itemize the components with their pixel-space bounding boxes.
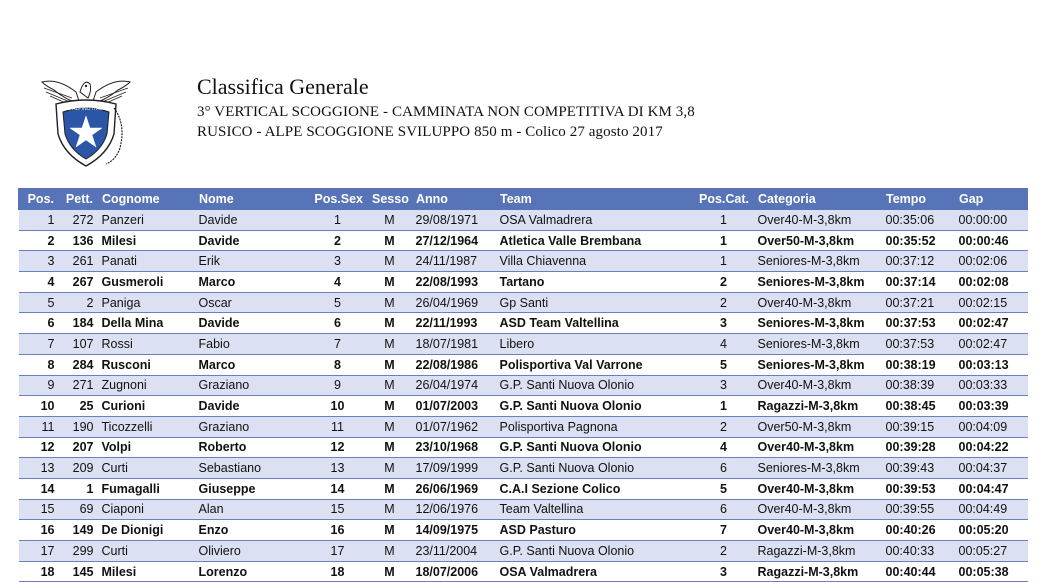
- col-header-pos: Pos.: [19, 189, 59, 210]
- cell-categoria: Ragazzi-M-3,8km: [754, 561, 882, 582]
- cell-pos-sex: 6: [308, 313, 368, 334]
- cell-categoria: Seniores-M-3,8km: [754, 251, 882, 272]
- cell-pett: 2: [59, 292, 98, 313]
- table-row: [19, 520, 1028, 541]
- title-block: [197, 74, 695, 142]
- cell-team: Atletica Valle Brembana: [496, 230, 694, 251]
- cell-gap: 00:00:00: [955, 210, 1028, 231]
- col-header-gap: Gap: [955, 189, 1028, 210]
- cell-pos-cat: 6: [694, 458, 754, 479]
- cell-pos-sex: 9: [308, 375, 368, 396]
- cell-pos-sex: 5: [308, 292, 368, 313]
- cell-pos: 12: [19, 437, 59, 458]
- cell-team: Villa Chiavenna: [496, 251, 694, 272]
- cell-pett: 271: [59, 375, 98, 396]
- cell-sesso: M: [368, 416, 412, 437]
- col-header-cognome: Cognome: [98, 189, 195, 210]
- cell-pos-cat: 3: [694, 313, 754, 334]
- cell-pos: 16: [19, 520, 59, 541]
- cell-pos-sex: 16: [308, 520, 368, 541]
- cell-pos-sex: 1: [308, 210, 368, 231]
- cell-categoria: Ragazzi-M-3,8km: [754, 396, 882, 417]
- cell-tempo: 00:37:14: [882, 272, 955, 293]
- cell-nome: Marco: [195, 354, 308, 375]
- cell-nome: Davide: [195, 230, 308, 251]
- cell-sesso: M: [368, 313, 412, 334]
- cell-tempo: 00:37:53: [882, 313, 955, 334]
- cell-team: ASD Pasturo: [496, 520, 694, 541]
- cell-nome: Erik: [195, 251, 308, 272]
- cell-categoria: Seniores-M-3,8km: [754, 354, 882, 375]
- cell-cognome: Gusmeroli: [98, 272, 195, 293]
- table-row: [19, 272, 1028, 293]
- table-row: [19, 292, 1028, 313]
- cell-nome: Davide: [195, 313, 308, 334]
- cell-categoria: Ragazzi-M-3,8km: [754, 541, 882, 562]
- cell-cognome: Rusconi: [98, 354, 195, 375]
- cell-pos-cat: 4: [694, 334, 754, 355]
- cell-nome: Giuseppe: [195, 478, 308, 499]
- cell-anno: 01/07/1962: [412, 416, 496, 437]
- table-row: [19, 313, 1028, 334]
- cell-anno: 27/12/1964: [412, 230, 496, 251]
- cell-cognome: Milesi: [98, 230, 195, 251]
- cell-pos-cat: 2: [694, 292, 754, 313]
- cell-nome: Davide: [195, 210, 308, 231]
- cell-team: OSA Valmadrera: [496, 210, 694, 231]
- logo-text: CLUB ALPINO ITALIANO: [57, 106, 115, 112]
- cell-categoria: Over40-M-3,8km: [754, 210, 882, 231]
- cell-nome: Marco: [195, 272, 308, 293]
- cell-cognome: Fumagalli: [98, 478, 195, 499]
- cell-tempo: 00:38:39: [882, 375, 955, 396]
- cell-pos: 3: [19, 251, 59, 272]
- col-header-anno: Anno: [412, 189, 496, 210]
- cell-pos: 11: [19, 416, 59, 437]
- cell-pos: 7: [19, 334, 59, 355]
- cell-anno: 29/08/1971: [412, 210, 496, 231]
- cell-cognome: Paniga: [98, 292, 195, 313]
- table-row: [19, 396, 1028, 417]
- cell-pett: 299: [59, 541, 98, 562]
- cell-team: Libero: [496, 334, 694, 355]
- cell-gap: 00:03:13: [955, 354, 1028, 375]
- cell-pos-sex: 17: [308, 541, 368, 562]
- cell-pett: 207: [59, 437, 98, 458]
- cell-nome: Lorenzo: [195, 561, 308, 582]
- cell-pos: 15: [19, 499, 59, 520]
- cell-anno: 22/08/1993: [412, 272, 496, 293]
- cell-pos-cat: 1: [694, 396, 754, 417]
- cell-tempo: 00:40:33: [882, 541, 955, 562]
- cell-team: OSA Valmadrera: [496, 561, 694, 582]
- cell-pos-cat: 5: [694, 354, 754, 375]
- document-title: Classifica Generale: [197, 74, 369, 99]
- cell-team: Polisportiva Pagnona: [496, 416, 694, 437]
- cell-pett: 261: [59, 251, 98, 272]
- cell-gap: 00:02:47: [955, 313, 1028, 334]
- cell-sesso: M: [368, 458, 412, 479]
- cell-gap: 00:05:20: [955, 520, 1028, 541]
- cell-pos: 5: [19, 292, 59, 313]
- cell-pett: 190: [59, 416, 98, 437]
- cell-cognome: Curti: [98, 458, 195, 479]
- cell-pos-cat: 1: [694, 251, 754, 272]
- cell-gap: 00:02:15: [955, 292, 1028, 313]
- table-row: [19, 458, 1028, 479]
- cell-tempo: 00:37:12: [882, 251, 955, 272]
- cell-tempo: 00:37:21: [882, 292, 955, 313]
- cell-anno: 24/11/1987: [412, 251, 496, 272]
- cell-pett: 267: [59, 272, 98, 293]
- cell-pos-sex: 14: [308, 478, 368, 499]
- cell-gap: 00:04:47: [955, 478, 1028, 499]
- cell-pos: 17: [19, 541, 59, 562]
- cell-sesso: M: [368, 375, 412, 396]
- event-details: RUSICO - ALPE SCOGGIONE SVILUPPO 850 m - Colico 27 agosto 2017: [197, 124, 663, 140]
- cell-nome: Alan: [195, 499, 308, 520]
- cell-pos-cat: 7: [694, 520, 754, 541]
- cell-cognome: Della Mina: [98, 313, 195, 334]
- cell-gap: 00:04:37: [955, 458, 1028, 479]
- cell-categoria: Seniores-M-3,8km: [754, 458, 882, 479]
- cell-nome: Roberto: [195, 437, 308, 458]
- cell-sesso: M: [368, 292, 412, 313]
- cell-tempo: 00:39:28: [882, 437, 955, 458]
- table-row: [19, 251, 1028, 272]
- cell-sesso: M: [368, 478, 412, 499]
- cell-pos: 4: [19, 272, 59, 293]
- cell-categoria: Seniores-M-3,8km: [754, 334, 882, 355]
- cell-tempo: 00:38:45: [882, 396, 955, 417]
- cell-tempo: 00:37:53: [882, 334, 955, 355]
- cell-anno: 26/06/1969: [412, 478, 496, 499]
- cell-nome: Oliviero: [195, 541, 308, 562]
- table-row: [19, 437, 1028, 458]
- cell-pett: 209: [59, 458, 98, 479]
- cell-pos: 2: [19, 230, 59, 251]
- cell-pos: 6: [19, 313, 59, 334]
- cell-anno: 23/11/2004: [412, 541, 496, 562]
- cell-pett: 107: [59, 334, 98, 355]
- table-header-row: [19, 189, 1028, 210]
- cell-pos-sex: 11: [308, 416, 368, 437]
- cell-tempo: 00:39:43: [882, 458, 955, 479]
- cell-cognome: Curioni: [98, 396, 195, 417]
- cell-gap: 00:04:09: [955, 416, 1028, 437]
- cell-anno: 18/07/1981: [412, 334, 496, 355]
- table-row: [19, 499, 1028, 520]
- cell-pos: 1: [19, 210, 59, 231]
- cell-categoria: Over40-M-3,8km: [754, 478, 882, 499]
- cell-pos-cat: 3: [694, 561, 754, 582]
- cai-logo: [36, 74, 136, 170]
- cell-pos-cat: 4: [694, 437, 754, 458]
- cell-team: Polisportiva Val Varrone: [496, 354, 694, 375]
- cell-tempo: 00:38:19: [882, 354, 955, 375]
- table-row: [19, 561, 1028, 582]
- cell-pos-sex: 13: [308, 458, 368, 479]
- col-header-categoria: Categoria: [754, 189, 882, 210]
- cell-nome: Fabio: [195, 334, 308, 355]
- cell-pos-cat: 2: [694, 272, 754, 293]
- cell-pos-cat: 2: [694, 541, 754, 562]
- cell-sesso: M: [368, 272, 412, 293]
- cell-pett: 25: [59, 396, 98, 417]
- cell-categoria: Over50-M-3,8km: [754, 230, 882, 251]
- col-header-pos-sex: Pos.Sex: [308, 189, 368, 210]
- col-header-sesso: Sesso: [368, 189, 412, 210]
- cell-cognome: Curti: [98, 541, 195, 562]
- cell-categoria: Over40-M-3,8km: [754, 292, 882, 313]
- cell-anno: 22/11/1993: [412, 313, 496, 334]
- cell-pos-sex: 7: [308, 334, 368, 355]
- cell-anno: 12/06/1976: [412, 499, 496, 520]
- cell-team: ASD Team Valtellina: [496, 313, 694, 334]
- cell-categoria: Seniores-M-3,8km: [754, 272, 882, 293]
- cell-cognome: Ciaponi: [98, 499, 195, 520]
- cell-sesso: M: [368, 230, 412, 251]
- cell-pett: 69: [59, 499, 98, 520]
- cell-categoria: Over40-M-3,8km: [754, 499, 882, 520]
- cell-sesso: M: [368, 499, 412, 520]
- cell-anno: 26/04/1969: [412, 292, 496, 313]
- cell-gap: 00:05:27: [955, 541, 1028, 562]
- cell-anno: 01/07/2003: [412, 396, 496, 417]
- table-row: [19, 334, 1028, 355]
- cell-team: G.P. Santi Nuova Olonio: [496, 458, 694, 479]
- cell-categoria: Seniores-M-3,8km: [754, 313, 882, 334]
- cell-tempo: 00:35:52: [882, 230, 955, 251]
- cell-sesso: M: [368, 561, 412, 582]
- cell-pos-cat: 3: [694, 375, 754, 396]
- cell-pett: 145: [59, 561, 98, 582]
- cell-gap: 00:05:38: [955, 561, 1028, 582]
- cell-sesso: M: [368, 396, 412, 417]
- table-row: [19, 478, 1028, 499]
- cell-categoria: Over50-M-3,8km: [754, 416, 882, 437]
- cell-gap: 00:00:46: [955, 230, 1028, 251]
- cell-pos-sex: 15: [308, 499, 368, 520]
- cell-nome: Enzo: [195, 520, 308, 541]
- cell-sesso: M: [368, 334, 412, 355]
- cell-gap: 00:02:08: [955, 272, 1028, 293]
- cell-pos: 8: [19, 354, 59, 375]
- cell-gap: 00:04:22: [955, 437, 1028, 458]
- cell-pos-sex: 4: [308, 272, 368, 293]
- cell-nome: Graziano: [195, 416, 308, 437]
- cell-gap: 00:03:39: [955, 396, 1028, 417]
- cell-pos: 18: [19, 561, 59, 582]
- cell-pos-sex: 10: [308, 396, 368, 417]
- cell-cognome: Milesi: [98, 561, 195, 582]
- cell-cognome: Volpi: [98, 437, 195, 458]
- cell-pos-cat: 1: [694, 230, 754, 251]
- cell-sesso: M: [368, 354, 412, 375]
- cell-team: G.P. Santi Nuova Olonio: [496, 396, 694, 417]
- cell-anno: 14/09/1975: [412, 520, 496, 541]
- cell-pos: 10: [19, 396, 59, 417]
- cell-pos-sex: 3: [308, 251, 368, 272]
- cell-cognome: De Dionigi: [98, 520, 195, 541]
- cell-sesso: M: [368, 437, 412, 458]
- table-row: [19, 375, 1028, 396]
- cell-gap: 00:02:06: [955, 251, 1028, 272]
- cell-tempo: 00:40:26: [882, 520, 955, 541]
- cell-nome: Graziano: [195, 375, 308, 396]
- col-header-team: Team: [496, 189, 694, 210]
- cell-pett: 1: [59, 478, 98, 499]
- cell-cognome: Rossi: [98, 334, 195, 355]
- cell-pos-sex: 18: [308, 561, 368, 582]
- cell-categoria: Over40-M-3,8km: [754, 437, 882, 458]
- cell-pett: 272: [59, 210, 98, 231]
- cell-tempo: 00:39:55: [882, 499, 955, 520]
- event-subtitle: 3° VERTICAL SCOGGIONE - CAMMINATA NON COMPETITIVA DI KM 3,8: [197, 104, 695, 120]
- cell-tempo: 00:35:06: [882, 210, 955, 231]
- cell-pett: 149: [59, 520, 98, 541]
- cell-team: Tartano: [496, 272, 694, 293]
- cell-cognome: Panati: [98, 251, 195, 272]
- cell-anno: 22/08/1986: [412, 354, 496, 375]
- cell-cognome: Ticozzelli: [98, 416, 195, 437]
- table-row: [19, 416, 1028, 437]
- cell-sesso: M: [368, 541, 412, 562]
- cell-categoria: Over40-M-3,8km: [754, 375, 882, 396]
- cell-anno: 23/10/1968: [412, 437, 496, 458]
- cell-team: Gp Santi: [496, 292, 694, 313]
- cell-team: G.P. Santi Nuova Olonio: [496, 437, 694, 458]
- cell-gap: 00:04:49: [955, 499, 1028, 520]
- cell-pos-cat: 2: [694, 416, 754, 437]
- cell-gap: 00:03:33: [955, 375, 1028, 396]
- cell-sesso: M: [368, 251, 412, 272]
- cell-anno: 26/04/1974: [412, 375, 496, 396]
- table-row: [19, 354, 1028, 375]
- cell-pos-sex: 12: [308, 437, 368, 458]
- cell-team: G.P. Santi Nuova Olonio: [496, 375, 694, 396]
- cell-sesso: M: [368, 520, 412, 541]
- cell-tempo: 00:40:44: [882, 561, 955, 582]
- cell-pett: 136: [59, 230, 98, 251]
- cell-team: G.P. Santi Nuova Olonio: [496, 541, 694, 562]
- cell-anno: 18/07/2006: [412, 561, 496, 582]
- cell-pos: 13: [19, 458, 59, 479]
- cell-tempo: 00:39:15: [882, 416, 955, 437]
- cell-anno: 17/09/1999: [412, 458, 496, 479]
- cell-gap: 00:02:47: [955, 334, 1028, 355]
- cell-pos-cat: 6: [694, 499, 754, 520]
- cell-cognome: Zugnoni: [98, 375, 195, 396]
- cell-pos: 14: [19, 478, 59, 499]
- cell-team: C.A.I Sezione Colico: [496, 478, 694, 499]
- col-header-pett: Pett.: [59, 189, 98, 210]
- table-row: [19, 210, 1028, 231]
- eagle-head-icon: [80, 82, 91, 98]
- cell-pett: 184: [59, 313, 98, 334]
- cell-pos-sex: 2: [308, 230, 368, 251]
- cell-pos: 9: [19, 375, 59, 396]
- col-header-pos-cat: Pos.Cat.: [694, 189, 754, 210]
- cell-pos-sex: 8: [308, 354, 368, 375]
- cell-tempo: 00:39:53: [882, 478, 955, 499]
- cell-nome: Oscar: [195, 292, 308, 313]
- col-header-nome: Nome: [195, 189, 308, 210]
- cell-categoria: Over40-M-3,8km: [754, 520, 882, 541]
- cell-pos-cat: 5: [694, 478, 754, 499]
- cell-team: Team Valtellina: [496, 499, 694, 520]
- cell-pett: 284: [59, 354, 98, 375]
- table-row: [19, 230, 1028, 251]
- cell-pos-cat: 1: [694, 210, 754, 231]
- cell-nome: Sebastiano: [195, 458, 308, 479]
- cell-nome: Davide: [195, 396, 308, 417]
- table-row: [19, 541, 1028, 562]
- cell-sesso: M: [368, 210, 412, 231]
- col-header-tempo: Tempo: [882, 189, 955, 210]
- results-table: [18, 188, 1028, 582]
- cell-cognome: Panzeri: [98, 210, 195, 231]
